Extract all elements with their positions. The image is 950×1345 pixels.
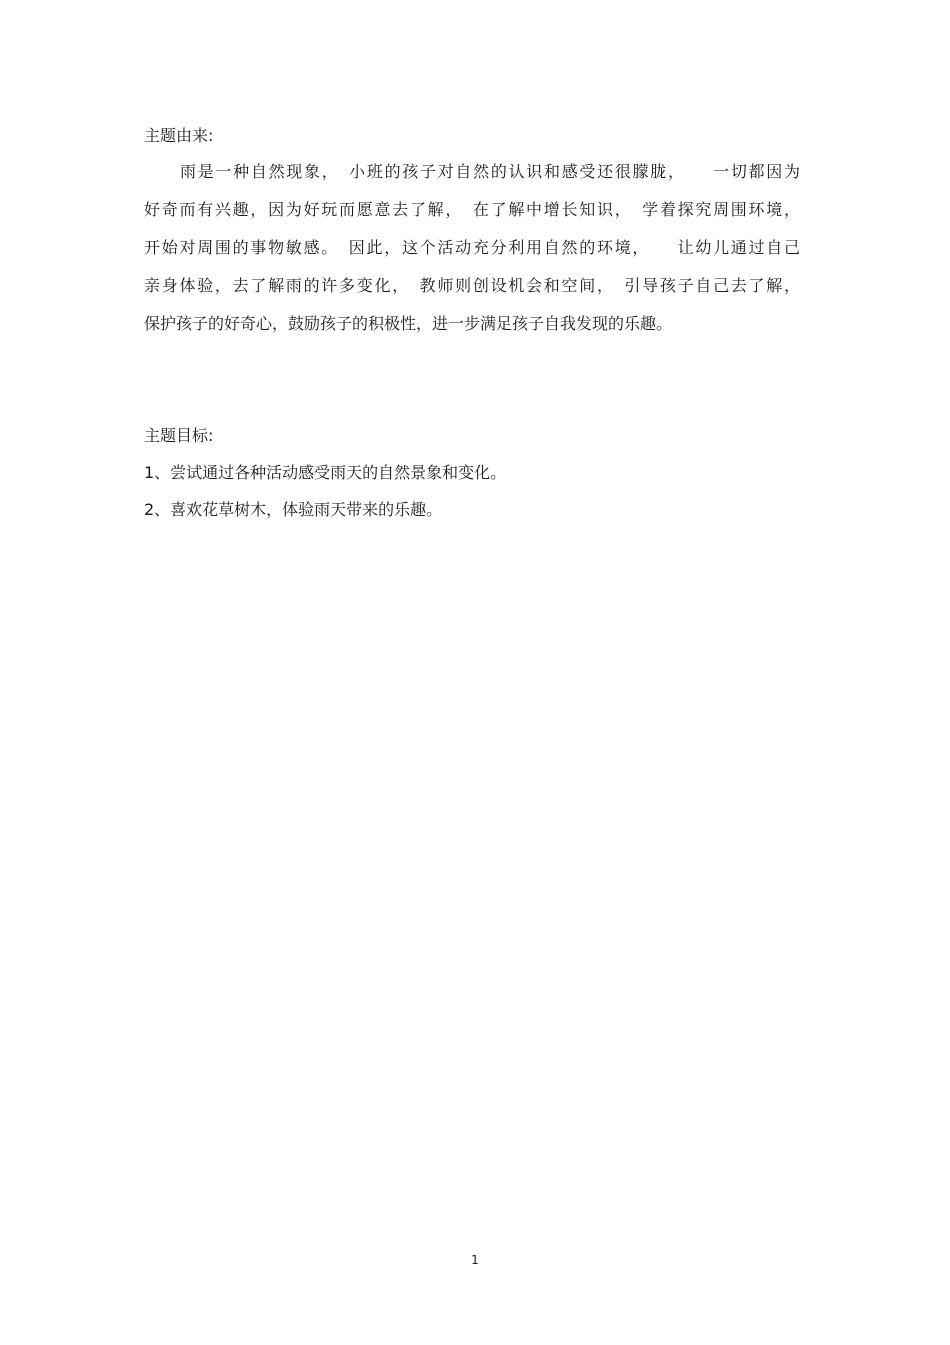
origin-heading: 主题由来: xyxy=(144,126,214,145)
goal-item: 1、尝试通过各种活动感受雨天的自然景象和变化。 xyxy=(144,463,507,482)
page-number: 1 xyxy=(471,1253,479,1267)
goals-heading: 主题目标: xyxy=(144,426,214,445)
origin-paragraph-line: 开始对周围的事物敏感。 因此，这个活动充分利用自然的环境， 让幼儿通过自己 xyxy=(144,238,800,257)
origin-paragraph-line: 好奇而有兴趣，因为好玩而愿意去了解， 在了解中增长知识， 学着探究周围环境， xyxy=(144,200,800,219)
origin-paragraph-line: 雨是一种自然现象， 小班的孩子对自然的认识和感受还很朦胧， 一切都因为 xyxy=(180,162,800,181)
origin-paragraph-line: 亲身体验，去了解雨的许多变化， 教师则创设机会和空间， 引导孩子自己去了解， xyxy=(144,276,800,295)
goal-item: 2、喜欢花草树木，体验雨天带来的乐趣。 xyxy=(144,500,443,519)
origin-paragraph-line: 保护孩子的好奇心，鼓励孩子的积极性，进一步满足孩子自我发现的乐趣。 xyxy=(144,314,673,333)
